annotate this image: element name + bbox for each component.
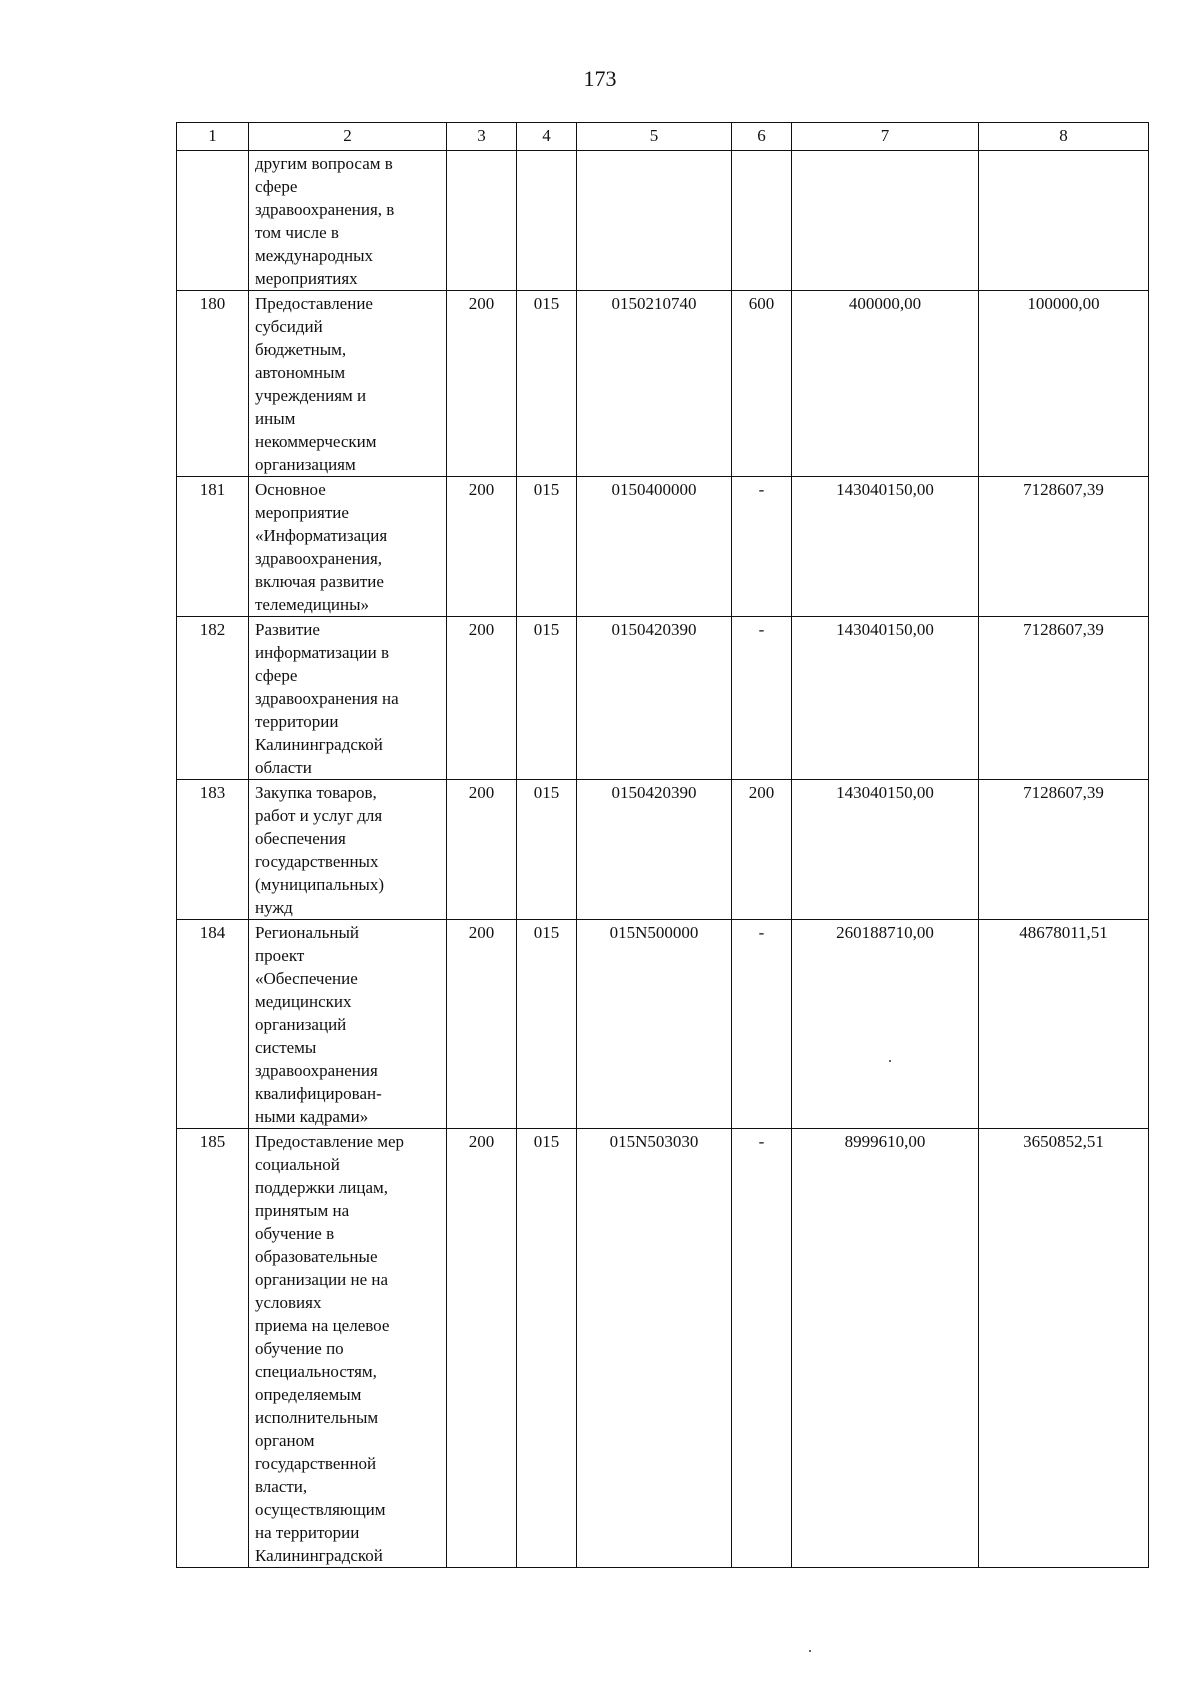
name-line: органом [255,1431,315,1450]
name-line: условиях [255,1293,322,1312]
code-cell-4: 015 [517,1129,577,1568]
amount-cell-7: 260188710,00 [792,920,979,1129]
amount-cell-8: 7128607,39 [979,617,1149,780]
name-line: организации не на [255,1270,389,1289]
name-line: территории [255,712,339,731]
scan-speck [889,1060,891,1062]
name-line: Предоставление мер [255,1132,405,1151]
name-line: приема на целевое [255,1316,390,1335]
name-line: работ и услуг для [255,806,383,825]
amount-cell-8: 3650852,51 [979,1129,1149,1568]
code-cell-5: 015N500000 [577,920,732,1129]
table-row [177,780,1149,920]
code-cell-5: 0150210740 [577,291,732,477]
row-name-cell [249,477,447,617]
name-line: определяемым [255,1385,362,1404]
code-cell-5: 0150400000 [577,477,732,617]
name-line: обеспечения [255,829,346,848]
code-cell-3: 200 [447,617,517,780]
name-line: Калининградской [255,1546,383,1565]
code-cell-6: - [732,617,792,780]
code-cell-6: - [732,920,792,1129]
name-line: осуществляющим [255,1500,386,1519]
amount-cell-8: 100000,00 [979,291,1149,477]
name-line: специальностям, [255,1362,377,1381]
code-cell-5: 0150420390 [577,780,732,920]
name-line: квалифицирован- [255,1084,382,1103]
table-row [177,617,1149,780]
name-line: Закупка товаров, [255,783,377,802]
name-line: организаций [255,1015,347,1034]
name-line: Предоставление [255,294,373,313]
code-cell-3: 200 [447,920,517,1129]
code-cell-6: - [732,477,792,617]
amount-cell-8 [979,151,1149,291]
name-line: поддержки лицам, [255,1178,389,1197]
amount-cell-7: 143040150,00 [792,477,979,617]
code-cell-6: 200 [732,780,792,920]
name-line: учреждениям и [255,386,367,405]
name-line: области [255,758,312,777]
name-line: бюджетным, [255,340,347,359]
name-line: исполнительным [255,1408,379,1427]
name-line: здравоохранения, [255,549,383,568]
amount-cell-8: 48678011,51 [979,920,1149,1129]
name-line: социальной [255,1155,340,1174]
budget-table [176,122,1149,1568]
name-line: здравоохранения [255,1061,378,1080]
table-row [177,920,1149,1129]
name-line: другим вопросам в [255,154,393,173]
row-number-cell: 183 [177,780,249,920]
page-number: 173 [583,66,617,91]
row-number-cell [177,151,249,291]
name-line: международных [255,246,374,265]
code-cell-6: 600 [732,291,792,477]
code-cell-3: 200 [447,291,517,477]
name-line: власти, [255,1477,308,1496]
name-line: иным [255,409,296,428]
row-number-cell: 184 [177,920,249,1129]
code-cell-3: 200 [447,477,517,617]
header-cell: 4 [517,123,577,151]
table-row [177,151,1149,291]
row-name-cell [249,780,447,920]
name-line: обучение в [255,1224,335,1243]
name-line: мероприятие [255,503,349,522]
amount-cell-7: 400000,00 [792,291,979,477]
row-number-cell: 182 [177,617,249,780]
name-line: Основное [255,480,326,499]
table-header-row [177,123,1149,151]
header-cell: 3 [447,123,517,151]
header-cell: 6 [732,123,792,151]
name-line: «Информатизация [255,526,388,545]
code-cell-5: 015N503030 [577,1129,732,1568]
code-cell-4: 015 [517,477,577,617]
code-cell-4 [517,151,577,291]
code-cell-4: 015 [517,291,577,477]
name-line: проект [255,946,305,965]
amount-cell-8: 7128607,39 [979,477,1149,617]
name-line: обучение по [255,1339,344,1358]
name-line: мероприятиях [255,269,358,288]
row-name-cell [249,920,447,1129]
name-line: системы [255,1038,317,1057]
name-line: на территории [255,1523,360,1542]
name-line: автономным [255,363,346,382]
code-cell-3: 200 [447,780,517,920]
name-line: организациям [255,455,356,474]
table-row [177,291,1149,477]
code-cell-4: 015 [517,920,577,1129]
header-cell: 8 [979,123,1149,151]
name-line: некоммерческим [255,432,377,451]
row-name-cell [249,151,447,291]
name-line: информатизации в [255,643,390,662]
table-row [177,1129,1149,1568]
code-cell-5: 0150420390 [577,617,732,780]
name-line: здравоохранения, в [255,200,395,219]
name-line: сфере [255,177,298,196]
code-cell-4: 015 [517,617,577,780]
amount-cell-7 [792,151,979,291]
name-line: Калининградской [255,735,383,754]
name-line: государственных [255,852,379,871]
code-cell-3 [447,151,517,291]
name-line: образовательные [255,1247,378,1266]
header-cell: 1 [177,123,249,151]
name-line: сфере [255,666,298,685]
row-number-cell: 181 [177,477,249,617]
name-line: государственной [255,1454,377,1473]
amount-cell-7: 143040150,00 [792,780,979,920]
row-number-cell: 185 [177,1129,249,1568]
name-line: здравоохранения на [255,689,399,708]
row-name-cell [249,617,447,780]
name-line: Региональный [255,923,359,942]
row-name-cell [249,1129,447,1568]
name-line: том числе в [255,223,339,242]
name-line: «Обеспечение [255,969,358,988]
code-cell-6: - [732,1129,792,1568]
name-line: ными кадрами» [255,1107,369,1126]
code-cell-6 [732,151,792,291]
code-cell-3: 200 [447,1129,517,1568]
row-number-cell: 180 [177,291,249,477]
code-cell-4: 015 [517,780,577,920]
name-line: медицинских [255,992,352,1011]
name-line: телемедицины» [255,595,370,614]
row-name-cell [249,291,447,477]
name-line: включая развитие [255,572,384,591]
scan-speck [809,1650,811,1652]
amount-cell-7: 143040150,00 [792,617,979,780]
name-line: субсидий [255,317,323,336]
name-line: (муниципальных) [255,875,385,894]
header-cell: 5 [577,123,732,151]
name-line: нужд [255,898,293,917]
header-cell: 7 [792,123,979,151]
amount-cell-7: 8999610,00 [792,1129,979,1568]
amount-cell-8: 7128607,39 [979,780,1149,920]
code-cell-5 [577,151,732,291]
name-line: принятым на [255,1201,350,1220]
table-row [177,477,1149,617]
header-cell: 2 [249,123,447,151]
name-line: Развитие [255,620,320,639]
